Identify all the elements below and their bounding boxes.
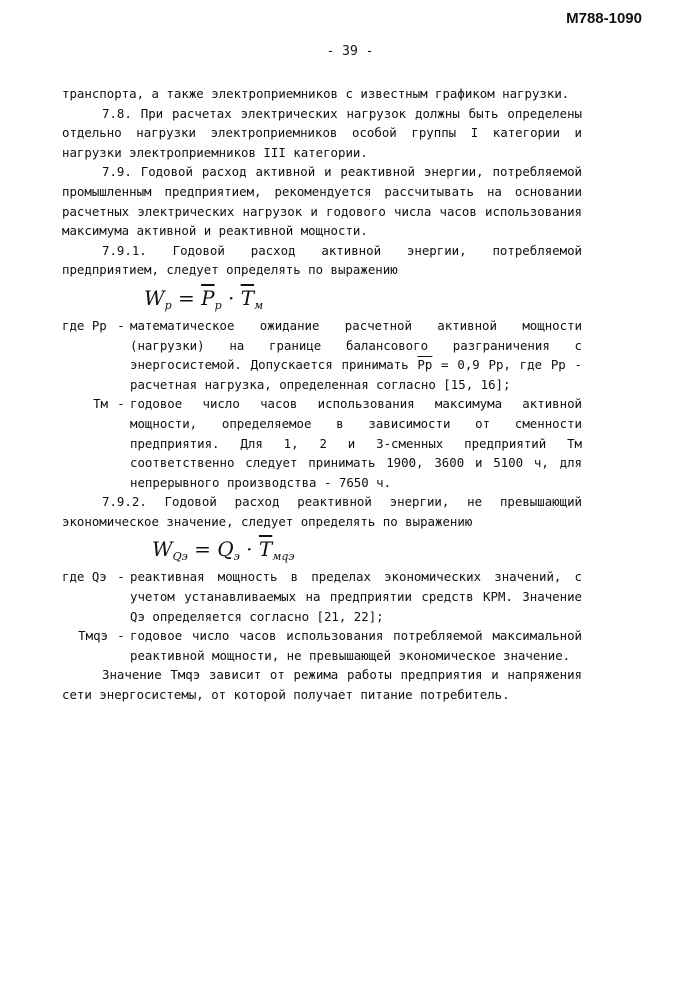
formula2-q-sub: э [233,550,240,564]
definition-text: годовое число часов использования максимума активной мощности, определяемое в зависимости от сменности предприятия. Для 1, 2 и 3-сменных предприятий Тм соответственно следует принимать 1900, 3600 и 5100 ч, для непрерывного производства - 7650 ч. [130,396,582,490]
formula1-t-sub: м [254,298,264,312]
formula2-eq: = [194,537,211,562]
formula1-p: $\overline{P}$ [201,285,215,310]
formula-reactive-energy [62,531,582,567]
page-number: - 39 - [326,44,374,59]
formula2-dot: · [246,537,253,562]
formula1-eq: = [177,285,195,310]
bar-pp: Рр [417,357,433,373]
formula2-t-sub: мqэ [272,550,295,564]
formula1-dot: · [227,285,235,310]
document-code: М788-1090 [566,10,642,27]
formula2-lhs-sub: Qэ [172,550,188,564]
paragraph-continuation: транспорта, а также электроприемников с известным графиком нагрузки. [62,86,570,101]
definition-text: реактивная мощность в пределах экономических значений, с учетом устанавливаемых на предприятии средств КРМ. Значение Qэ определяется согласно [21, 22]; [130,569,582,624]
definition-term: Тм [93,396,108,412]
definition-term: Тмqэ [78,628,108,644]
definition-text: математическое ожидание расчетной активной мощности (нагрузки) на границе балансового разграничения с энергосистемой. Допускается принимать Рр = 0,9 Рр, где Рр - расчетная нагрузка, определенная согласно [15, 16]; [130,317,582,392]
definition-term: где Qэ [62,569,107,585]
paragraph-7-8: 7.8. При расчетах электрических нагрузок должны быть определены отдельно нагрузки электроприемников особой группы I категории и нагрузки электроприемников III категории. [62,105,582,160]
paragraph-7-9: 7.9. Годовой расход активной и реактивной энергии, потребляемой промышленным предприятием, рекомендуется рассчитывать на основании расчетных электрических нагрузок и годового числа часов использования максимума активной и реактивной мощности. [62,164,582,239]
paragraph-tmqe-note: Значение Тмqэ зависит от режима работы предприятия и напряжения сети энергосистемы, от которой получает питание потребитель. [62,667,582,703]
formula1-p-sub: p [214,298,222,312]
formula1-lhs: W [144,285,165,310]
formula1-lhs-sub: p [164,298,172,312]
definition-pp [0,316,582,394]
formula1-t: $\overline{T}$ [240,285,255,310]
definition-dash: - [117,628,125,644]
formula2-lhs: W [152,537,173,562]
definition-dash: - [117,396,125,412]
formula2-q: Q [217,537,234,562]
paragraph-7-9-1: 7.9.1. Годовой расход активной энергии, потребляемой предприятием, следует определять по выражению [62,242,582,278]
definition-qe [0,567,582,626]
definition-tm [0,394,582,492]
definition-dash: - [117,317,125,333]
formula2-t: $\overline{T}$ [258,537,273,562]
formula-active-energy [62,280,582,316]
paragraph-7-9-2: 7.9.2. Годовой расход реактивной энергии, не превышающий экономическое значение, следует определять по выражению [62,494,582,529]
definition-term: где Рр [62,317,107,333]
document-body [62,84,582,705]
definition-text: годовое число часов использования потребляемой максимальной реактивной мощности, не превышающей экономическое значение. [130,628,582,663]
definition-tmqe [0,626,582,665]
definition-dash: - [117,569,125,585]
